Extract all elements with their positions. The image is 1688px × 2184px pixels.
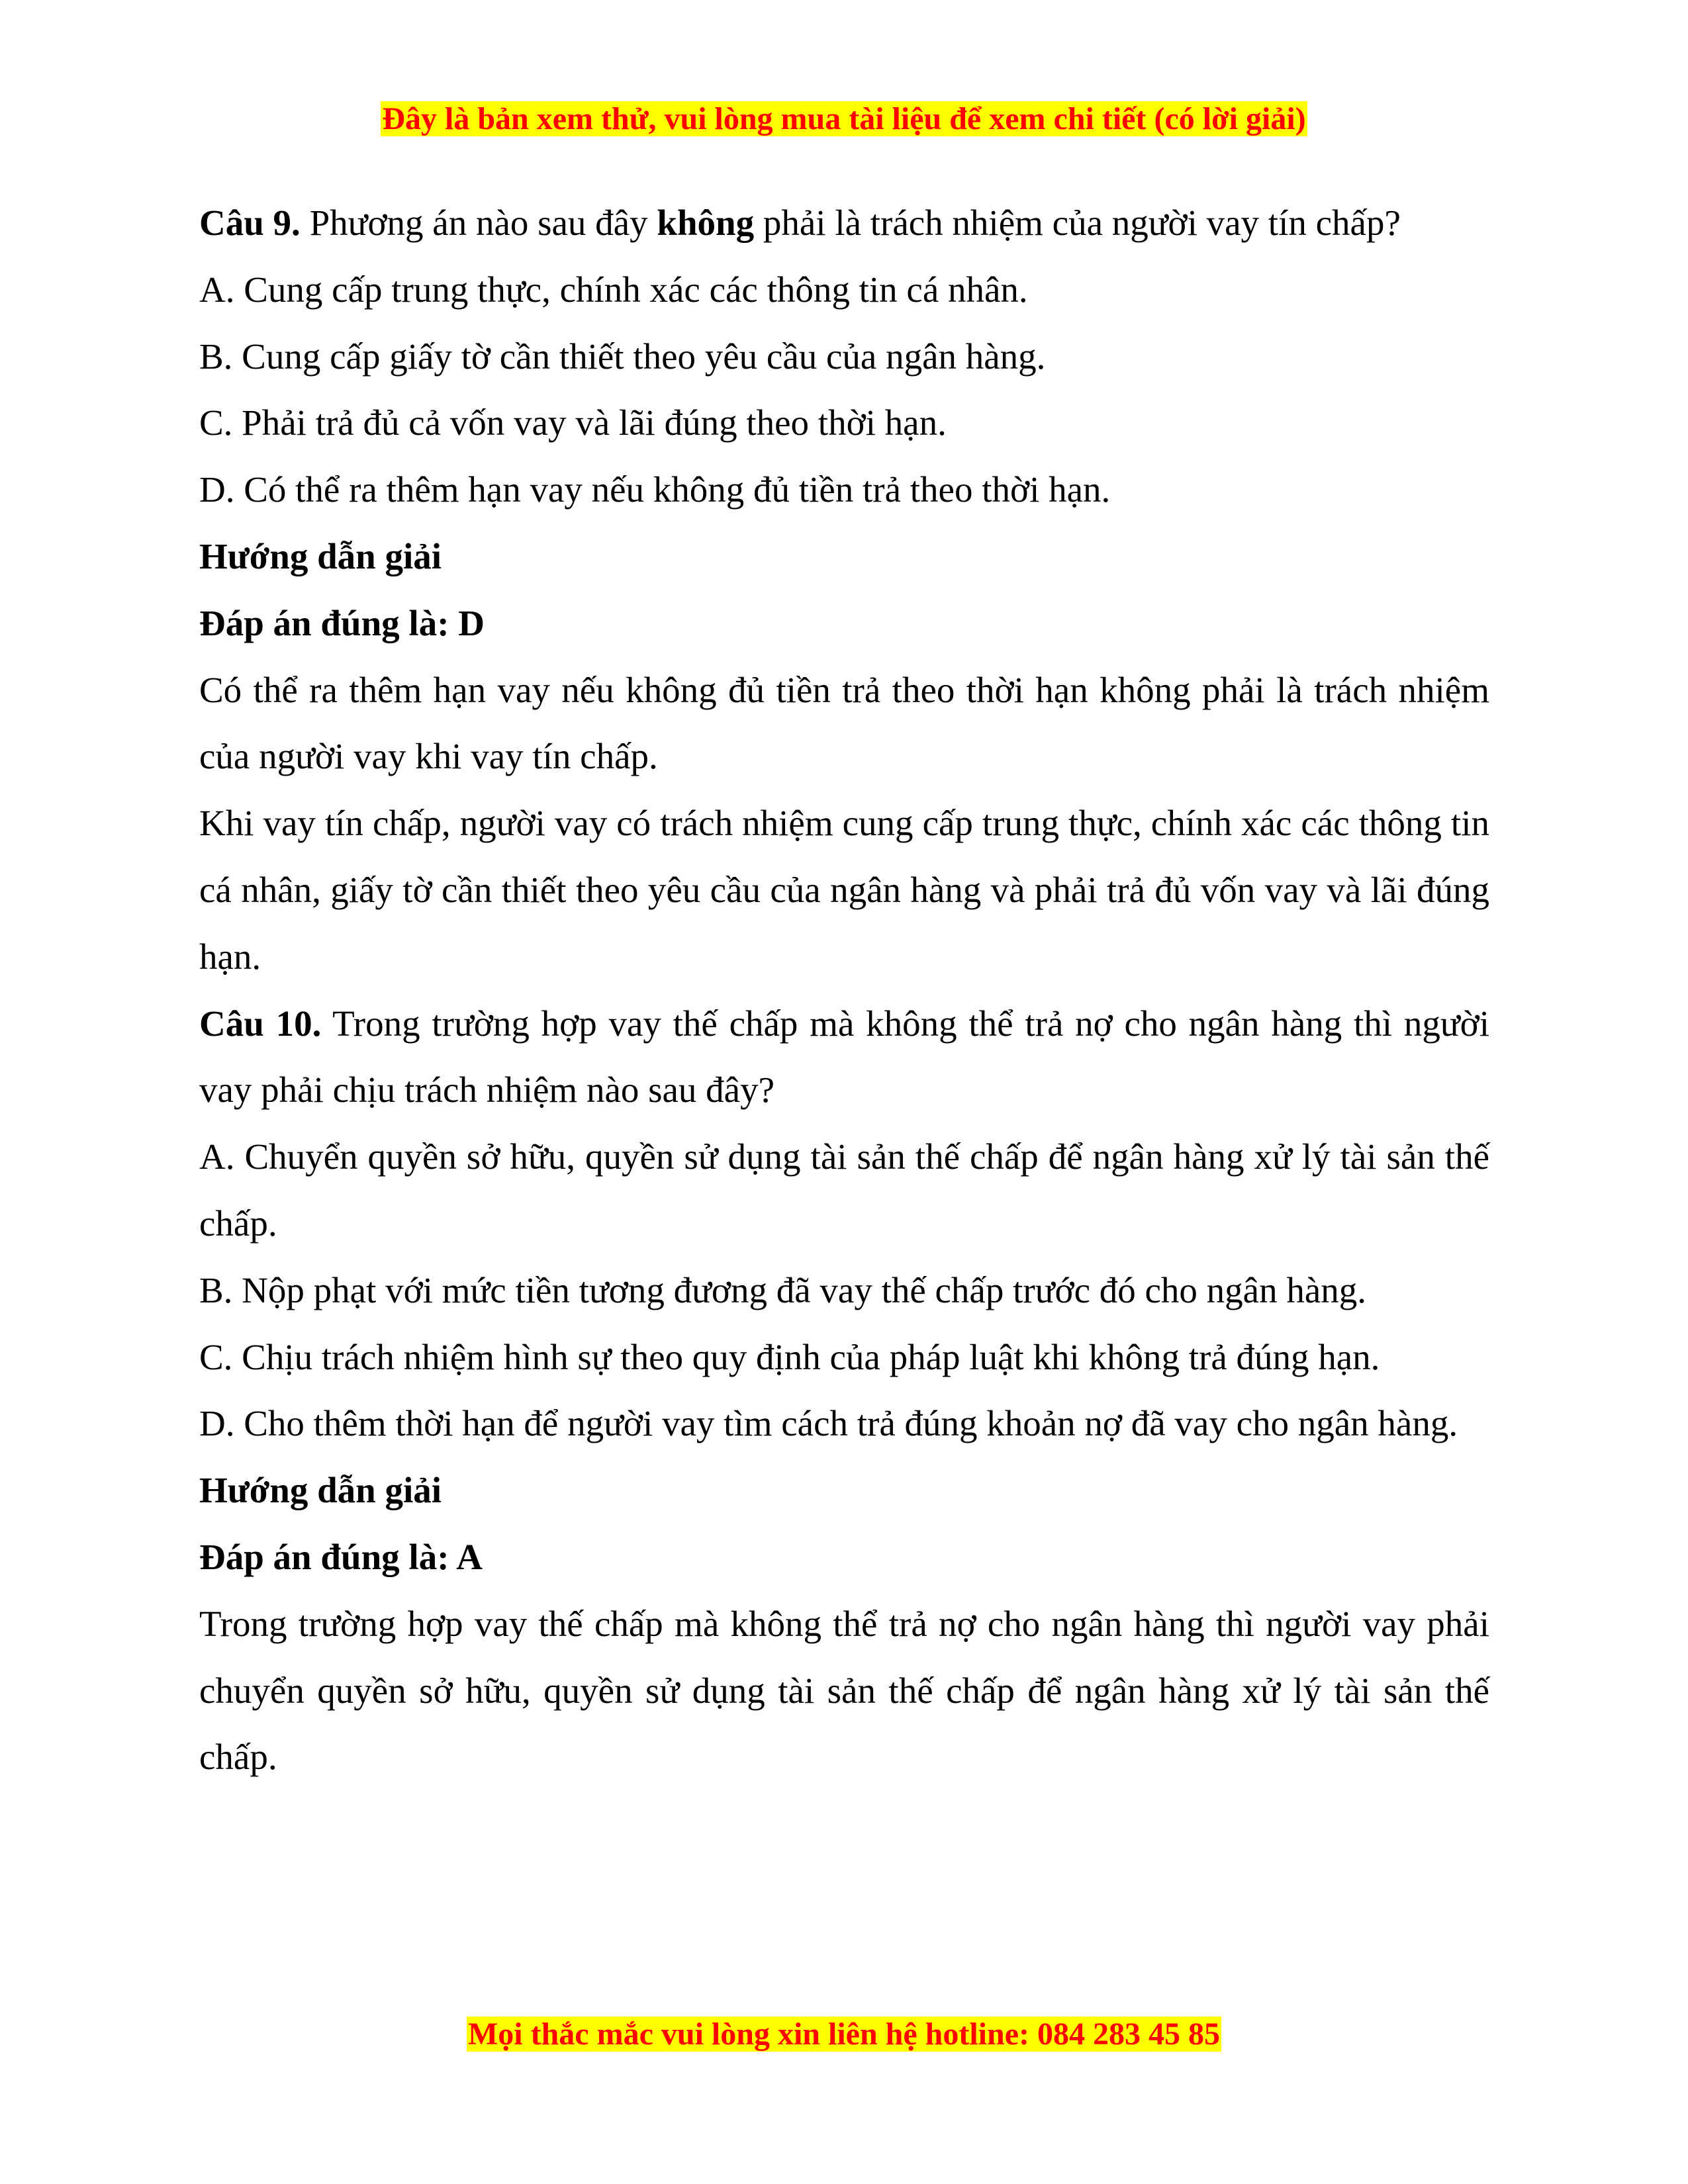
option-a: A. Chuyển quyền sở hữu, quyền sử dụng tài sản thế chấp để ngân hàng xử lý tài sản thế chấp.: [199, 1136, 1489, 1244]
question-emphasis: không: [657, 203, 755, 243]
option-d: D. Cho thêm thời hạn để người vay tìm cách trả đúng khoản nợ đã vay cho ngân hàng.: [199, 1403, 1458, 1444]
option-c: C. Chịu trách nhiệm hình sự theo quy định của pháp luật khi không trả đúng hạn.: [199, 1336, 1380, 1377]
question-label: Câu 9.: [199, 203, 301, 243]
document-body: [199, 190, 1489, 1791]
option-a: A. Cung cấp trung thực, chính xác các thông tin cá nhân.: [199, 269, 1028, 310]
option-c: C. Phải trả đủ cả vốn vay và lãi đúng theo thời hạn.: [199, 402, 947, 443]
correct-answer: Đáp án đúng là: A: [199, 1536, 483, 1577]
explanation: Trong trường hợp vay thế chấp mà không thể trả nợ cho ngân hàng thì người vay phải chuyển quyền sở hữu, quyền sử dụng tài sản thế chấp để ngân hàng xử lý tài sản thế chấp.: [199, 1603, 1489, 1778]
question-10-stem: [199, 991, 1489, 1124]
preview-notice-text: Đây là bản xem thử, vui lòng mua tài liệu để xem chi tiết (có lời giải): [382, 101, 1306, 136]
guide-heading: Hướng dẫn giải: [199, 535, 442, 576]
correct-answer: Đáp án đúng là: D: [199, 602, 485, 643]
preview-notice: [0, 99, 1688, 139]
option-b: B. Cung cấp giấy tờ cần thiết theo yêu cầu của ngân hàng.: [199, 336, 1046, 377]
guide-heading: Hướng dẫn giải: [199, 1470, 442, 1511]
question-label: Câu 10.: [199, 1003, 322, 1044]
hotline-notice: [0, 2015, 1688, 2054]
question-text: Trong trường hợp vay thế chấp mà không thể trả nợ cho ngân hàng thì người vay phải chịu trách nhiệm nào sau đây?: [199, 1003, 1489, 1111]
option-b: B. Nộp phạt với mức tiền tương đương đã vay thế chấp trước đó cho ngân hàng.: [199, 1269, 1366, 1310]
question-text: phải là trách nhiệm của người vay tín chấp?: [763, 203, 1401, 243]
explanation: Khi vay tín chấp, người vay có trách nhiệm cung cấp trung thực, chính xác các thông tin cá nhân, giấy tờ cần thiết theo yêu cầu của ngân hàng và phải trả đủ vốn vay và lãi đúng hạn.: [199, 803, 1489, 977]
option-d: D. Có thể ra thêm hạn vay nếu không đủ tiền trả theo thời hạn.: [199, 469, 1111, 510]
explanation: Có thể ra thêm hạn vay nếu không đủ tiền trả theo thời hạn không phải là trách nhiệm của người vay khi vay tín chấp.: [199, 669, 1489, 777]
hotline-notice-text: Mọi thắc mắc vui lòng xin liên hệ hotline: 084 283 45 85: [467, 2017, 1220, 2052]
question-text: Phương án nào sau đây: [309, 203, 648, 243]
question-9-stem: [199, 190, 1489, 257]
